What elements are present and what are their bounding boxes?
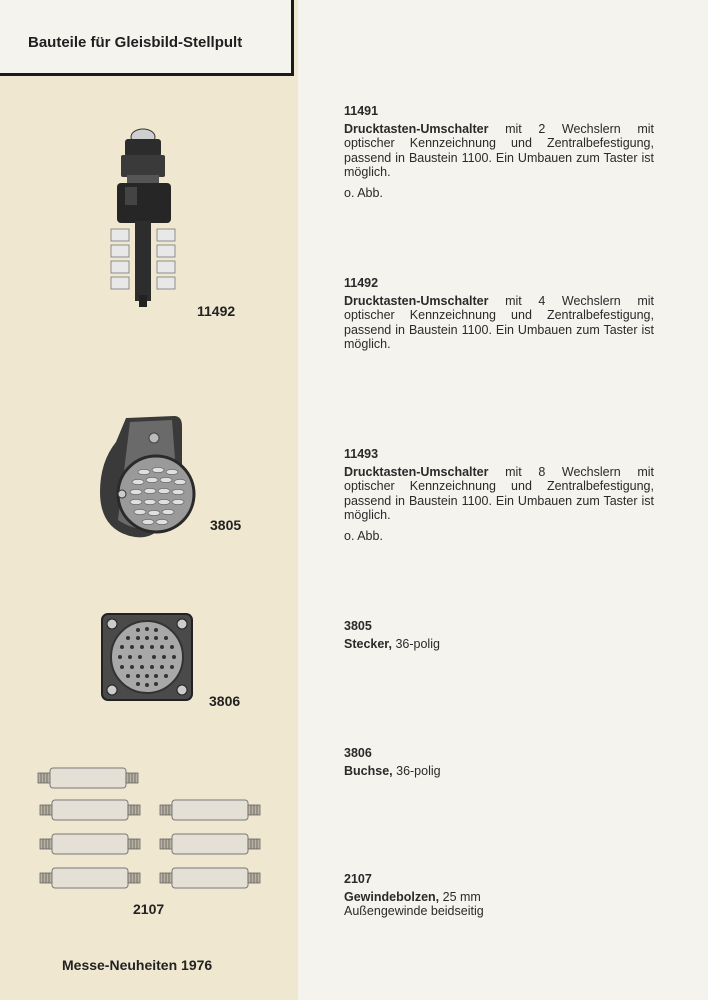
entry-desc-first: 36-polig — [392, 763, 441, 778]
entry-desc-first: mit 2 Wechslern — [488, 121, 621, 136]
entry-description — [344, 890, 654, 919]
entry-desc-rest: mit optischer Kennzeichnung und Zentralbefestigung, passend in Baustein 1100. Ein Umbauen zum Taster ist möglich. — [344, 121, 654, 179]
entry-desc-first: mit 8 Wechslern — [488, 464, 621, 479]
entry-note: o. Abb. — [344, 528, 383, 543]
entry-name: Stecker, — [344, 636, 392, 651]
image-label-3806: 3806 — [209, 693, 241, 709]
entry-desc-rest: mit optischer Kennzeichnung und Zentralbefestigung, passend in Baustein 1100. Ein Umbauen zum Taster ist möglich. — [344, 293, 654, 351]
entry-11493 — [344, 447, 654, 543]
entry-2107 — [344, 872, 654, 919]
image-label-2107: 2107 — [133, 901, 165, 917]
entry-desc-rest: Außengewinde beidseitig — [344, 904, 484, 918]
entry-number: 11493 — [344, 447, 379, 461]
entry-description — [344, 637, 654, 652]
image-label-11492: 11492 — [197, 303, 236, 319]
entry-name: Drucktasten-Umschalter — [344, 121, 489, 136]
entry-number: 3805 — [344, 619, 372, 633]
entry-number: 2107 — [344, 872, 372, 886]
entry-name: Buchse, — [344, 763, 393, 778]
entry-description — [344, 465, 654, 523]
entry-desc-first: mit 4 Wechslern — [488, 293, 621, 308]
entry-note: o. Abb. — [344, 185, 383, 200]
entry-description — [344, 764, 654, 779]
entry-3805 — [344, 619, 654, 651]
entry-desc-first: 36-polig — [391, 636, 440, 651]
entry-name: Drucktasten-Umschalter — [344, 464, 489, 479]
entry-name: Drucktasten-Umschalter — [344, 293, 489, 308]
entry-11492 — [344, 276, 654, 352]
entry-number: 3806 — [344, 746, 372, 760]
entry-number: 11492 — [344, 276, 379, 290]
page-footer: Messe-Neuheiten 1976 — [62, 957, 213, 973]
entry-description — [344, 294, 654, 352]
entry-number: 11491 — [344, 104, 379, 118]
title-box — [0, 0, 294, 76]
entry-3806 — [344, 746, 654, 778]
socket-connector-image — [98, 610, 196, 704]
image-label-3805: 3805 — [210, 517, 242, 533]
threaded-bolts-image — [36, 764, 268, 894]
entry-desc-first: 25 mm — [439, 889, 481, 904]
push-button-switch-image — [105, 125, 190, 310]
entry-name: Gewindebolzen, — [344, 889, 440, 904]
entry-desc-rest: mit optischer Kennzeichnung und Zentralbefestigung, passend in Baustein 1100. Ein Umbauen zum Taster ist möglich. — [344, 464, 654, 522]
entry-description — [344, 122, 654, 180]
page-title: Bauteile für Gleisbild-Stellpult — [28, 34, 243, 51]
plug-connector-image — [96, 412, 200, 542]
entry-11491 — [344, 104, 654, 200]
